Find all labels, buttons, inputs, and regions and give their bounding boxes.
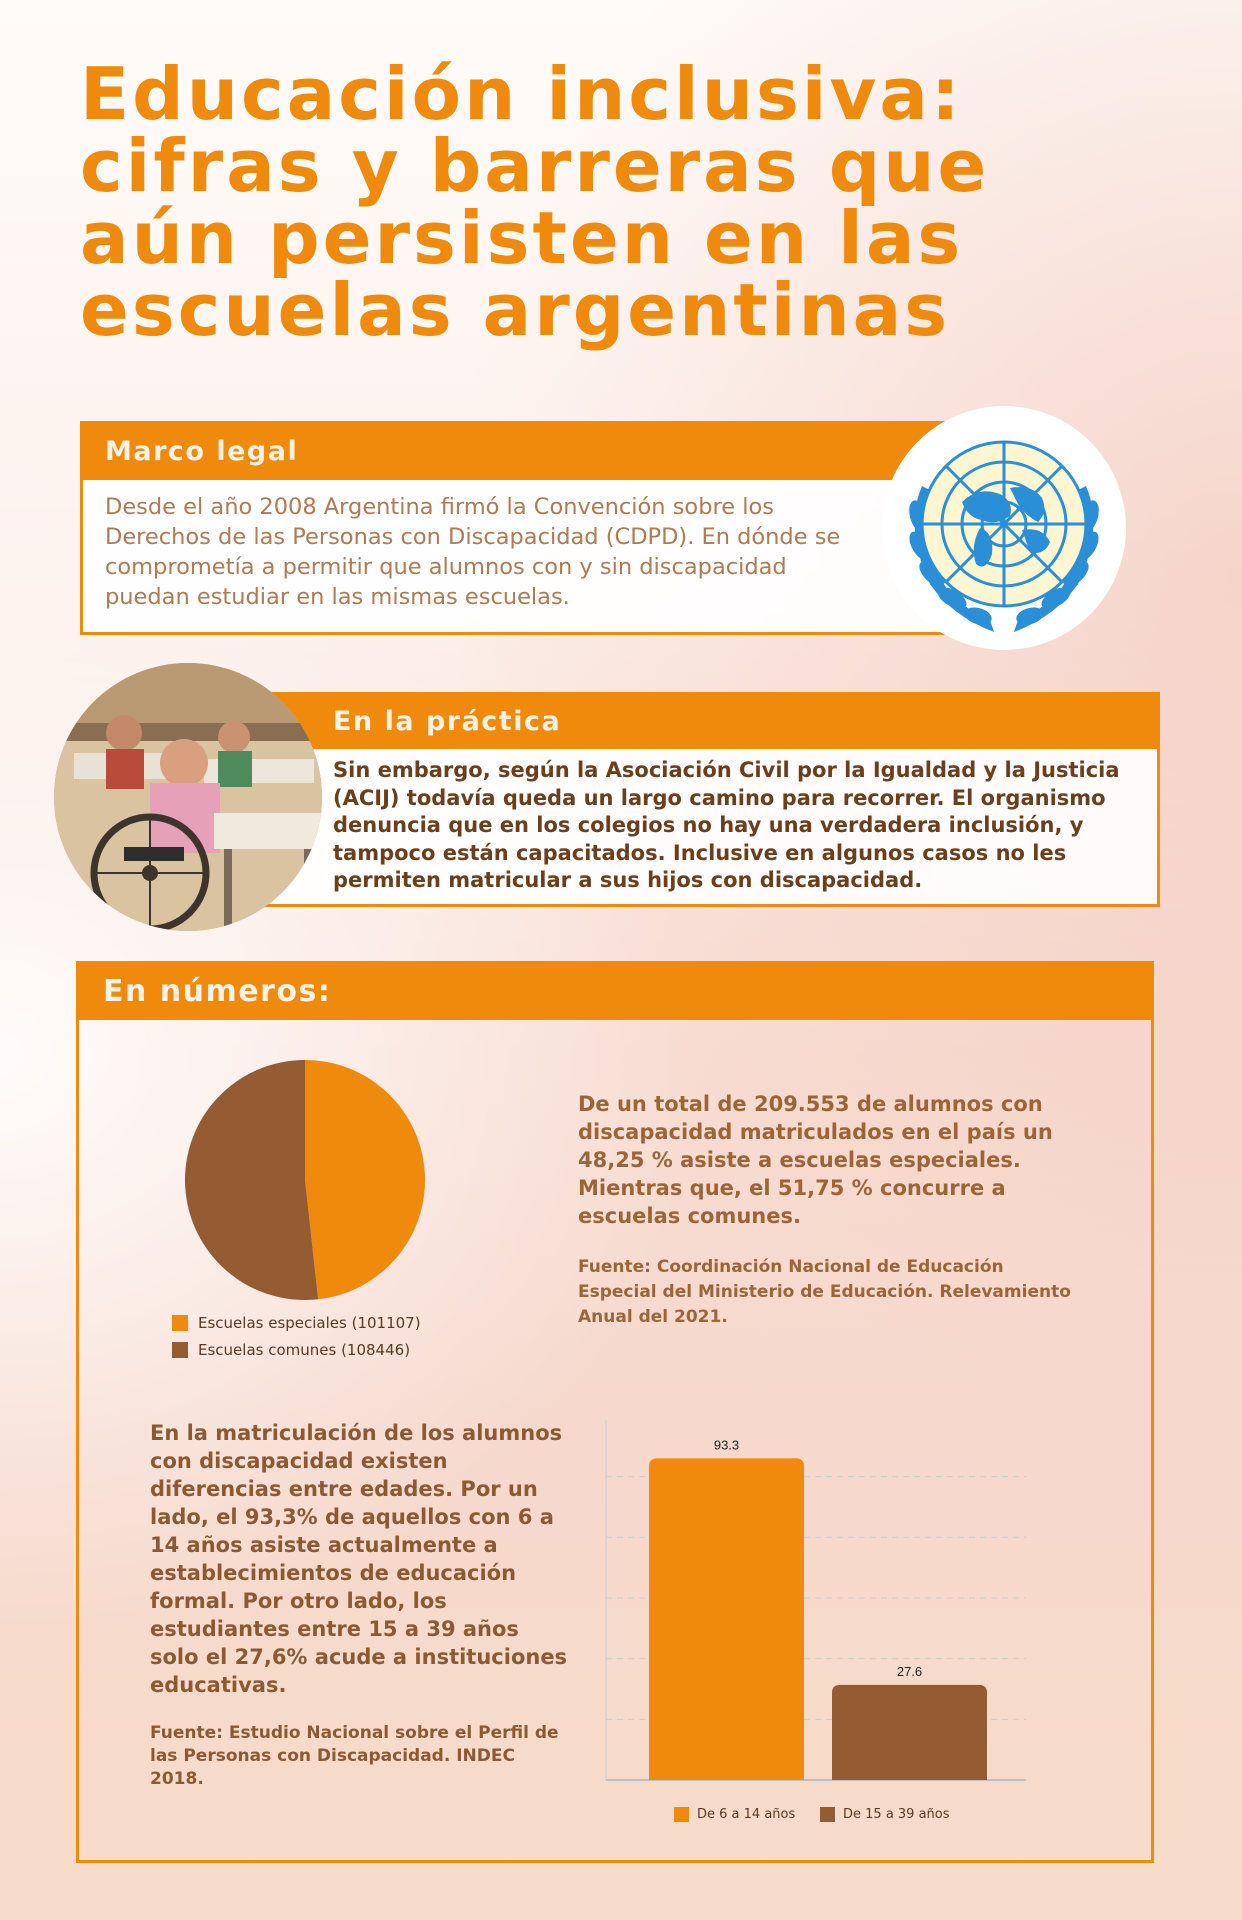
un-emblem-icon [882,406,1126,650]
bar-15-39 [832,1685,987,1780]
practica-heading: En la práctica [253,695,1157,749]
bar-6-14 [649,1458,804,1780]
bar-legend-15-39 [820,1807,950,1822]
pie-slice-comunes [185,1060,318,1300]
bar-legend-label-6-14: De 6 a 14 años [697,1807,796,1822]
bar-legend-label-15-39: De 15 a 39 años [843,1807,950,1822]
pie-legend-label-especiales: Escuelas especiales (101107) [198,1314,421,1332]
numeros-heading: En números: [79,964,1151,1020]
pie-legend-swatch-comunes [172,1342,188,1358]
pie-legend-swatch-especiales [172,1315,188,1331]
pie-chart [180,1055,430,1305]
classroom-photo [54,663,322,931]
title-line-4: escuelas argentinas [80,268,951,352]
bar-legend-swatch-6-14 [674,1807,689,1822]
marco-legal-text: Desde el año 2008 Argentina firmó la Convención sobre los Derechos de las Personas con Discapacidad (CDPD). En dónde se comprometía a permitir que alumnos con y sin discapacidad puedan estudiar en las mismas escuelas. [105,494,841,610]
bar-legend-swatch-15-39 [820,1807,835,1822]
title-line-3: aún persisten en las [80,196,964,280]
practica-section [250,692,1160,907]
pie-legend-comunes [172,1341,410,1359]
stat-total-alumnos: De un total de 209.553 de alumnos con discapacidad matriculados en el país un 48,25 % asiste a escuelas especiales. Mientras que, el 51,75 % concurre a escuelas comunes. [578,1092,1053,1228]
pie-legend-especiales [172,1314,421,1332]
bar-value-label: 27.6 [896,1663,923,1679]
pie-slice-especiales [305,1060,425,1299]
page-title [80,52,1200,352]
marco-legal-heading: Marco legal [83,424,977,480]
bar-chart [596,1410,1036,1790]
practica-text: Sin embargo, según la Asociación Civil por la Igualdad y la Justicia (ACIJ) todavía queda un largo camino para recorrer. El organismo denuncia que en los colegios no hay una verdadera inclusión, y tampoco están capacitados. Inclusive en algunos casos no les permiten matricular a sus hijos con discapacidad. [333,758,1120,892]
title-line-1: Educación inclusiva: [80,52,963,136]
marco-legal-section [80,421,980,635]
pie-legend-label-comunes: Escuelas comunes (108446) [198,1341,411,1359]
stat-edades: En la matriculación de los alumnos con discapacidad existen diferencias entre edades. Por un lado, el 93,3% de aquellos con 6 a 14 años asiste actualmente a establecimientos de educación formal. Por otro lado, los estudiantes entre 15 a 39 años solo el 27,6% acude a instituciones educativas. [150,1421,568,1697]
bar-legend-6-14 [674,1807,795,1822]
bar-value-label: 93.3 [713,1437,740,1453]
source-ministerio: Fuente: Coordinación Nacional de Educación Especial del Ministerio de Educación. Relevamiento Anual del 2021. [578,1257,1071,1327]
source-indec: Fuente: Estudio Nacional sobre el Perfil de las Personas con Discapacidad. INDEC 2018. [150,1723,559,1789]
title-line-2: cifras y barreras que [80,124,990,208]
